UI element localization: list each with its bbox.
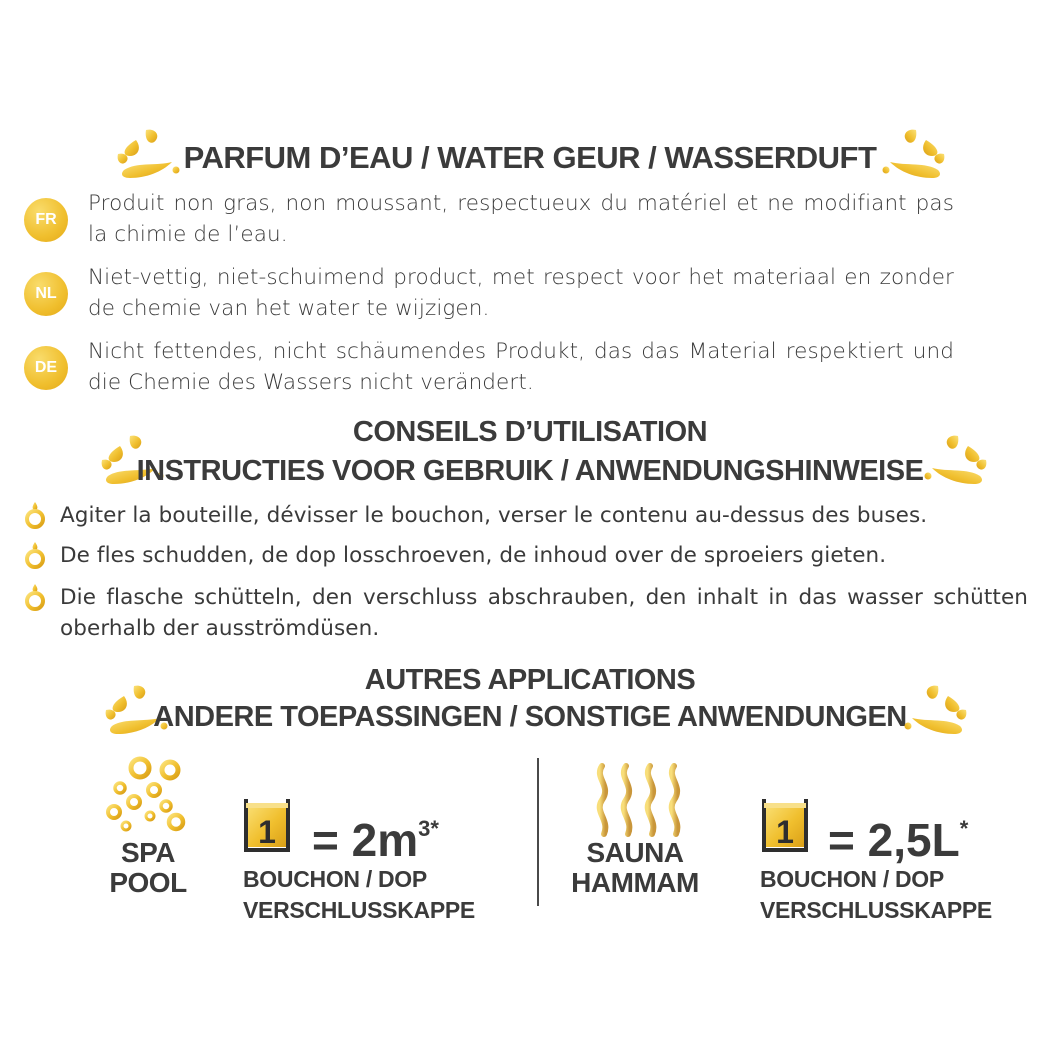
cap-number: 1 — [258, 814, 276, 850]
splash-icon — [904, 682, 968, 742]
sauna-unit-label — [760, 864, 992, 926]
sauna-unit-line2: VERSCHLUSSKAPPE — [760, 897, 992, 923]
cap-icon — [758, 797, 812, 855]
usage-step-de: Die flasche schütteln, den verschluss abschrauben, den inhalt in das wasser schütten oberhalb der ausströmdüsen. — [60, 585, 1028, 641]
cap-number: 1 — [776, 814, 794, 850]
splash-icon — [882, 126, 946, 186]
ring-drop-icon — [22, 582, 48, 612]
spa-dosage-value: = 2m — [312, 814, 419, 866]
sauna-label-line2: HAMMAM — [571, 867, 699, 898]
sauna-label-line1: SAUNA — [586, 837, 684, 868]
sauna-dosage — [828, 804, 968, 865]
spa-dosage-sup: 3* — [418, 816, 439, 841]
section-title-usage: CONSEILS D’UTILISATION — [352, 416, 708, 448]
section-subtitle-usage: INSTRUCTIES VOOR GEBRUIK / ANWENDUNGSHINWEISE — [136, 455, 924, 487]
spa-unit-line2: VERSCHLUSSKAPPE — [243, 897, 475, 923]
description-nl: Niet-vettig, niet-schuimend product, met respect voor het materiaal en zonder de chemie van het water te wijzigen. — [88, 265, 954, 321]
sauna-unit-line1: BOUCHON / DOP — [760, 866, 944, 892]
description-de: Nicht fettendes, nicht schäumendes Produkt, das das Material respektiert und die Chemie des Wassers nicht verändert. — [88, 339, 954, 395]
spa-unit-label — [243, 864, 475, 926]
sauna-dosage-value: = 2,5L — [828, 814, 960, 866]
steam-icon — [590, 760, 690, 840]
sauna-label — [560, 838, 710, 898]
ring-drop-icon — [22, 540, 48, 570]
section-title-other: AUTRES APPLICATIONS — [364, 664, 696, 696]
language-badge-fr: FR — [24, 198, 68, 242]
sauna-dosage-sup: * — [959, 816, 969, 841]
cap-icon — [240, 797, 294, 855]
usage-step-nl: De fles schudden, de dop losschroeven, de inhoud over de sproeiers gieten. — [60, 543, 887, 568]
spa-label-line1: SPA — [121, 837, 175, 868]
spa-label — [88, 838, 208, 898]
section-subtitle-other: ANDERE TOEPASSINGEN / SONSTIGE ANWENDUNGEN — [153, 701, 907, 733]
splash-icon — [924, 432, 988, 492]
spa-label-line2: POOL — [109, 867, 187, 898]
bubbles-icon — [100, 756, 190, 836]
divider — [537, 758, 539, 906]
spa-unit-line1: BOUCHON / DOP — [243, 866, 427, 892]
usage-step-fr: Agiter la bouteille, dévisser le bouchon, verser le contenu au-dessus des buses. — [60, 503, 928, 528]
language-badge-de: DE — [24, 346, 68, 390]
spa-dosage — [312, 804, 439, 865]
description-fr: Produit non gras, non moussant, respectueux du matériel et ne modifiant pas la chimie de l’eau. — [88, 191, 954, 247]
language-badge-nl: NL — [24, 272, 68, 316]
section-title-water: PARFUM D’EAU / WATER GEUR / WASSERDUFT — [183, 140, 877, 175]
ring-drop-icon — [22, 500, 48, 530]
